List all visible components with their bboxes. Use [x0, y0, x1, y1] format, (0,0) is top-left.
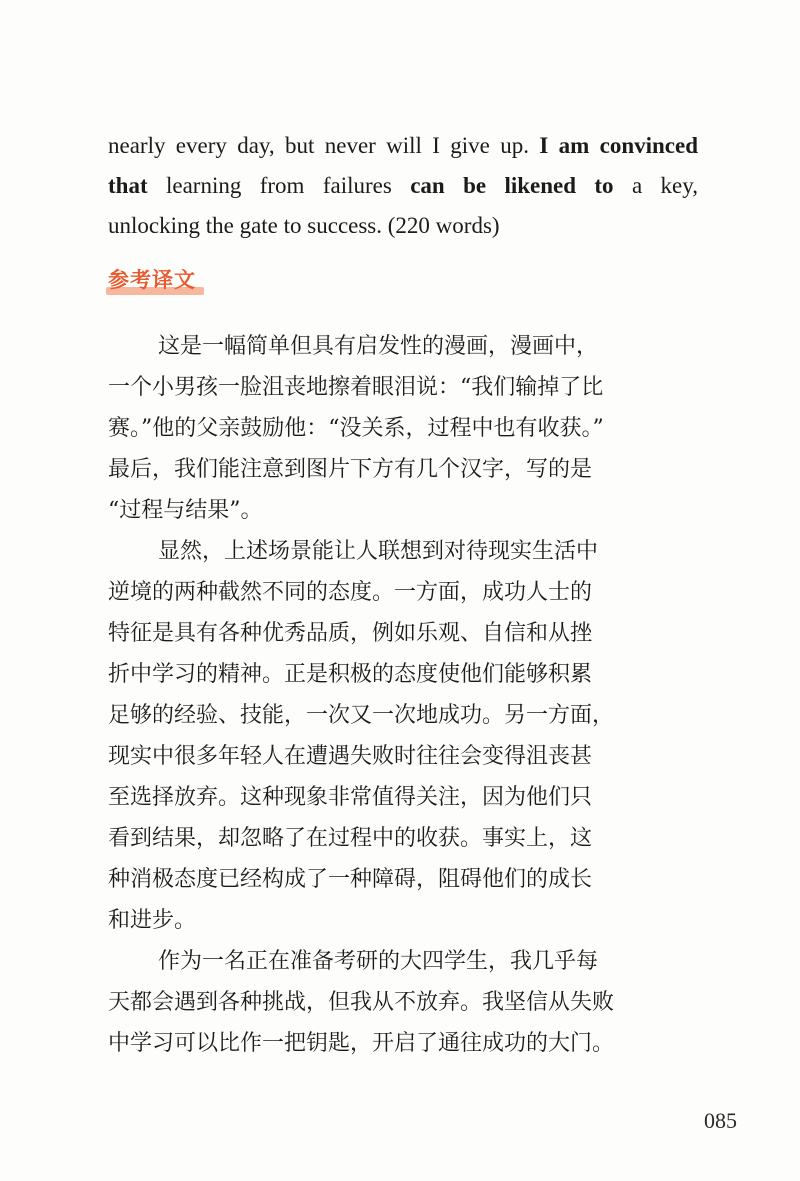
- translation-line: 这是一幅简单但具有启发性的漫画，漫画中，: [158, 334, 599, 359]
- translation-line: 种消极态度已经构成了一种障碍，阻碍他们的成长: [108, 867, 593, 892]
- translation-line: 现实中很多年轻人在遭遇失败时往往会变得沮丧甚: [108, 744, 593, 769]
- translation-line: 足够的经验、技能，一次又一次地成功。另一方面，: [108, 703, 615, 728]
- english-bold-phrase: that: [108, 173, 148, 198]
- translation-line: 逆境的两种截然不同的态度。一方面，成功人士的: [108, 580, 593, 605]
- english-text: nearly every day, but never will I give up.: [108, 133, 540, 158]
- english-bold-phrase: can be likened to: [410, 173, 614, 198]
- translation-line: 一个小男孩一脸沮丧地擦着眼泪说：“我们输掉了比: [108, 375, 604, 400]
- english-line-2: [108, 166, 698, 206]
- section-heading: 参考译文: [108, 268, 196, 292]
- english-bold-phrase: I am convinced: [539, 133, 699, 158]
- translation-line: 中学习可以比作一把钥匙，开启了通往成功的大门。: [108, 1031, 615, 1056]
- chinese-translation: [108, 326, 692, 1064]
- translation-paragraph-1: [108, 326, 692, 531]
- translation-line: 看到结果，却忽略了在过程中的收获。事实上，这: [108, 826, 593, 851]
- english-essay-ending: [108, 126, 698, 246]
- translation-line: 和进步。: [108, 908, 197, 933]
- translation-line: 特征是具有各种优秀品质，例如乐观、自信和从挫: [108, 621, 593, 646]
- translation-line: 折中学习的精神。正是积极的态度使他们能够积累: [108, 662, 593, 687]
- english-text: unlocking the gate to success. (220 words): [108, 213, 500, 238]
- english-line-1: [108, 126, 698, 166]
- english-text: a key,: [613, 173, 698, 198]
- translation-paragraph-3: [108, 941, 692, 1064]
- translation-line: 至选择放弃。这种现象非常值得关注，因为他们只: [108, 785, 593, 810]
- translation-line: 最后，我们能注意到图片下方有几个汉字，写的是: [108, 457, 593, 482]
- translation-paragraph-2: [108, 531, 692, 941]
- translation-line: 显然，上述场景能让人联想到对待现实生活中: [158, 539, 599, 564]
- translation-line: “过程与结果”。: [108, 498, 263, 523]
- english-line-3: [108, 206, 698, 246]
- translation-line: 作为一名正在准备考研的大四学生，我几乎每: [158, 949, 599, 974]
- english-text: learning from failures: [147, 173, 411, 198]
- page-number: 085: [704, 1108, 737, 1133]
- translation-line: 天都会遇到各种挑战，但我从不放弃。我坚信从失败: [108, 990, 615, 1015]
- translation-line: 赛。”他的父亲鼓励他：“没关系，过程中也有收获。”: [108, 416, 604, 441]
